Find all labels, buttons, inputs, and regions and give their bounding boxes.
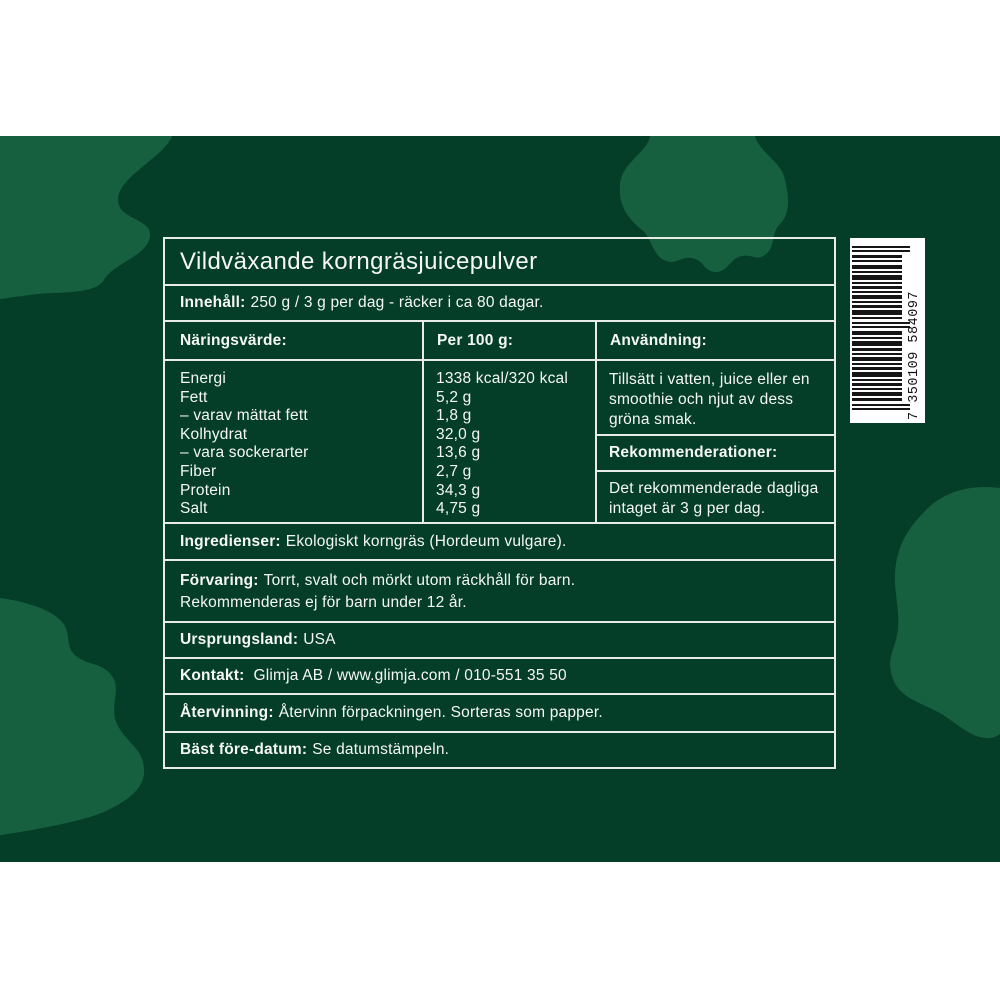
nutrient-value: 32,0 g bbox=[436, 425, 481, 443]
nutrient-names-column bbox=[165, 361, 422, 522]
nutrient-name: Fiber bbox=[180, 462, 217, 480]
recommendations-header: Rekommenderationer: bbox=[597, 434, 834, 470]
storage-text: Torrt, svalt och mörkt utom räckhåll för barn. bbox=[263, 572, 576, 589]
origin-row bbox=[165, 621, 834, 657]
origin-text: USA bbox=[303, 631, 336, 648]
nutrition-main-row bbox=[165, 359, 834, 522]
content-label: Innehåll: bbox=[180, 294, 246, 311]
recycling-row bbox=[165, 693, 834, 731]
origin-label: Ursprungsland: bbox=[180, 631, 299, 648]
product-title: Vildväxande korngräsjuicepulver bbox=[180, 247, 538, 275]
nutrient-name: Kolhydrat bbox=[180, 425, 248, 443]
nutrient-value: 34,3 g bbox=[436, 481, 481, 499]
nutrient-value: 1338 kcal/320 kcal bbox=[436, 370, 568, 387]
nutrient-value: 4,75 g bbox=[436, 500, 481, 518]
nutrient-value: 2,7 g bbox=[436, 462, 472, 480]
barcode bbox=[850, 238, 925, 423]
nutrient-name: Salt bbox=[180, 500, 208, 518]
nutrient-name: Protein bbox=[180, 481, 231, 499]
contact-text: Glimja AB / www.glimja.com / 010-551 35 50 bbox=[253, 667, 567, 684]
contact-label: Kontakt: bbox=[180, 667, 245, 684]
recycling-text: Återvinn förpackningen. Sorteras som papper. bbox=[278, 704, 603, 721]
ingredients-text: Ekologiskt korngräs (Hordeum vulgare). bbox=[285, 532, 567, 550]
nutrient-name: – varav mättat fett bbox=[180, 407, 308, 425]
blob-bottom-left-shape bbox=[0, 598, 144, 835]
ingredients-row bbox=[165, 522, 834, 559]
recycling-label: Återvinning: bbox=[180, 704, 274, 721]
usage-header: Användning: bbox=[595, 322, 834, 359]
contact-row bbox=[165, 657, 834, 693]
storage-line-2: Rekommenderas ej för barn under 12 år. bbox=[180, 594, 467, 611]
nutrient-name: Energi bbox=[180, 370, 227, 387]
usage-text: Tillsätt i vatten, juice eller en smoothie och njut av dess gröna smak. bbox=[609, 371, 810, 428]
product-title-row bbox=[165, 239, 834, 284]
nutrient-name: – vara sockerarter bbox=[180, 444, 309, 462]
best-before-label: Bäst före-datum: bbox=[180, 741, 308, 758]
per-100g-header: Per 100 g: bbox=[422, 322, 595, 359]
blob-top-left-shape bbox=[0, 136, 172, 299]
barcode-digits: 7 350109 584097 bbox=[907, 290, 922, 420]
storage-label: Förvaring: bbox=[180, 572, 259, 589]
storage-row bbox=[165, 559, 834, 621]
nutrient-name: Fett bbox=[180, 388, 208, 406]
content-row bbox=[165, 284, 834, 320]
label-panel bbox=[0, 136, 1000, 862]
recommendations-text: Det rekommenderade dagliga intaget är 3 g per dag. bbox=[597, 470, 834, 522]
table-header-row bbox=[165, 320, 834, 359]
nutrient-values-column bbox=[422, 361, 595, 522]
content-text: 250 g / 3 g per dag - räcker i ca 80 dagar. bbox=[250, 294, 544, 311]
best-before-row bbox=[165, 731, 834, 767]
nutrient-value: 5,2 g bbox=[436, 388, 472, 406]
best-before-text: Se datumstämpeln. bbox=[312, 741, 450, 758]
nutrient-value: 13,6 g bbox=[436, 444, 481, 462]
nutrition-header: Näringsvärde: bbox=[180, 331, 287, 349]
nutrient-value: 1,8 g bbox=[436, 407, 472, 425]
label-table bbox=[163, 237, 836, 769]
usage-column bbox=[595, 361, 834, 522]
storage-line-1 bbox=[180, 570, 822, 592]
blob-right-shape bbox=[890, 487, 1000, 738]
ingredients-label: Ingredienser: bbox=[180, 532, 281, 550]
